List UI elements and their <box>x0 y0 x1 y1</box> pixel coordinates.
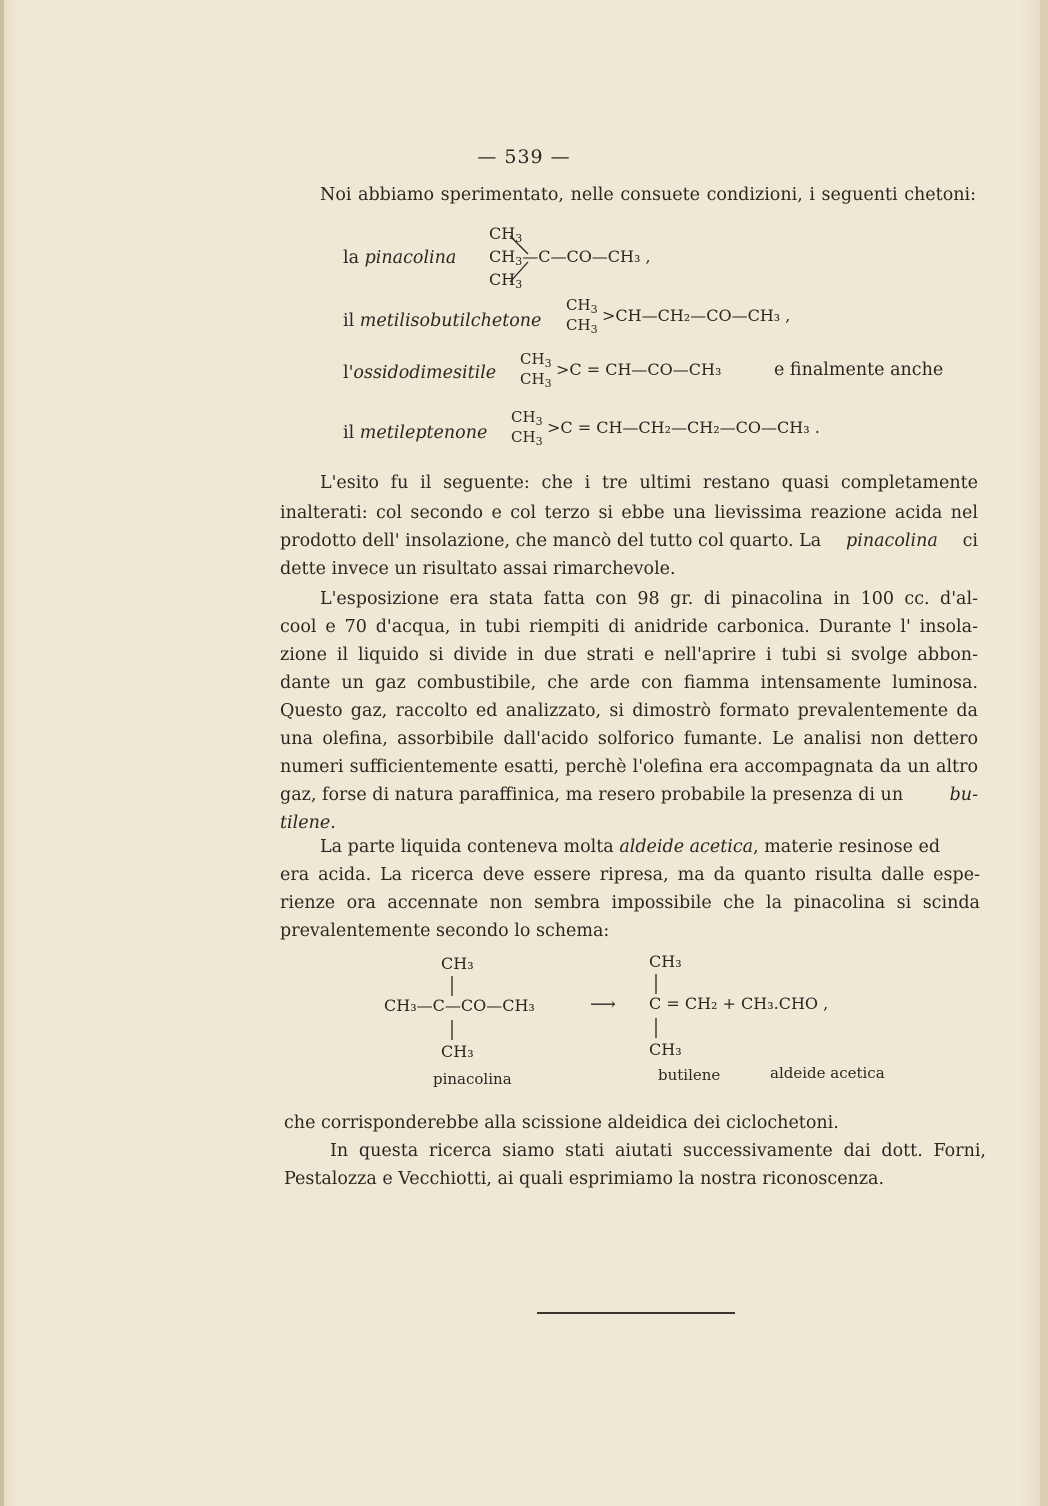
page-number: — 539 — <box>477 146 571 168</box>
para2-line2: cool e 70 d'acqua, in tubi riempiti di anidride carbonica. Durante l' insola- <box>280 617 978 637</box>
ketone-metilisobutilchetone-label: il metilisobutilchetone <box>343 311 542 331</box>
intro-line: Noi abbiamo sperimentato, nelle consuete condizioni, i seguenti chetoni: <box>320 185 976 205</box>
bond-line <box>510 262 528 282</box>
para2-line9: tilene. <box>280 813 336 833</box>
para1-line1: L'esito fu il seguente: che i tre ultimi restano quasi completamente <box>320 473 978 493</box>
para2-line6: una olefina, assorbibile dall'acido solforico fumante. Le analisi non dettero <box>280 729 978 749</box>
formula-metilisobutilchetone: >CH—CH₂—CO—CH₃ , <box>602 306 791 325</box>
para2-line5: Questo gaz, raccolto ed analizzato, si dimostrò formato prevalentemente da <box>280 701 978 721</box>
scheme-ch3-bottom-left: CH₃ <box>441 1042 474 1061</box>
para1-line3: prodotto dell' insolazione, che mancò del tutto col quarto. La pinacolina ci <box>280 531 978 551</box>
scheme-pinacolina-formula: CH₃—C—CO—CH₃ <box>384 996 535 1015</box>
para2-line1: L'esposizione era stata fatta con 98 gr. di pinacolina in 100 cc. d'al- <box>320 589 978 609</box>
formula-ch3-upper: $CH_3$ <box>566 296 598 316</box>
para1-line2: inalterati: col secondo e col terzo si ebbe una lievissima reazione acida nel <box>280 503 978 523</box>
scheme-label-pinacolina: pinacolina <box>433 1070 512 1088</box>
para2-line4: dante un gaz combustibile, che arde con fiamma intensamente luminosa. <box>280 673 978 693</box>
formula-ch3-lower: $CH_3$ <box>511 428 543 448</box>
formula-ossidodimesitile: >C = CH—CO—CH₃ <box>556 360 722 379</box>
ketone-ossidodimesitile-label: l'ossidodimesitile <box>343 363 497 383</box>
footer-rule <box>537 1312 735 1314</box>
para2-line3: zione il liquido si divide in due strati e nell'aprire i tubi si svolge abbon- <box>280 645 978 665</box>
para3-line4: prevalentemente secondo lo schema: <box>280 921 610 941</box>
scheme-ch3-top-right: CH₃ <box>649 952 682 971</box>
para2-line8: gaz, forse di natura paraffinica, ma resero probabile la presenza di un bu- <box>280 785 978 805</box>
scheme-products-formula: C = CH₂ + CH₃.CHO , <box>649 994 829 1013</box>
formula-ch3-upper: $CH_3$ <box>511 408 543 428</box>
formula-ch3-lower: $CH_3$ <box>566 316 598 336</box>
para3-line1: La parte liquida conteneva molta aldeide acetica , materie resinose ed <box>320 837 941 857</box>
scheme-ch3-top-left: CH₃ <box>441 954 474 973</box>
scheme-arrow: ⟶ <box>590 994 616 1015</box>
scheme-label-butilene: butilene <box>658 1066 721 1084</box>
closing-line3: Pestalozza e Vecchiotti, ai quali esprimiamo la nostra riconoscenza. <box>284 1169 885 1189</box>
formula-ch3-lower: $CH_3$ <box>520 370 552 390</box>
closing-line1: che corrisponderebbe alla scissione aldeidica dei ciclochetoni. <box>284 1113 839 1133</box>
scheme-label-aldeide-acetica: aldeide acetica <box>770 1064 885 1082</box>
formula-metileptenone: >C = CH—CH₂—CH₂—CO—CH₃ . <box>547 418 820 437</box>
formula-pinacolina: $CH_3—C—CO—CH_3$ , <box>489 247 651 268</box>
para1-line4: dette invece un risultato assai rimarchevole. <box>280 559 676 579</box>
ketone-pinacolina-label: la pinacolina <box>343 248 457 268</box>
closing-line2: In questa ricerca siamo stati aiutati successivamente dai dott. Forni, <box>330 1141 986 1161</box>
ketone-metileptenone-label: il metileptenone <box>343 423 488 443</box>
finalmente-text: e finalmente anche <box>774 360 944 380</box>
bond-line <box>510 236 528 254</box>
formula-ch3-bottom: $CH_3$ <box>489 270 523 291</box>
formula-ch3-upper: $CH_3$ <box>520 350 552 370</box>
para2-line7: numeri sufficientemente esatti, perchè l'olefina era accompagnata da un altro <box>280 757 978 777</box>
formula-ch3-top: $CH_3$ <box>489 224 523 245</box>
para3-line3: rienze ora accennate non sembra impossibile che la pinacolina si scinda <box>280 893 980 913</box>
scheme-ch3-bottom-right: CH₃ <box>649 1040 682 1059</box>
para3-line2: era acida. La ricerca deve essere ripresa, ma da quanto risulta dalle espe- <box>280 865 980 885</box>
